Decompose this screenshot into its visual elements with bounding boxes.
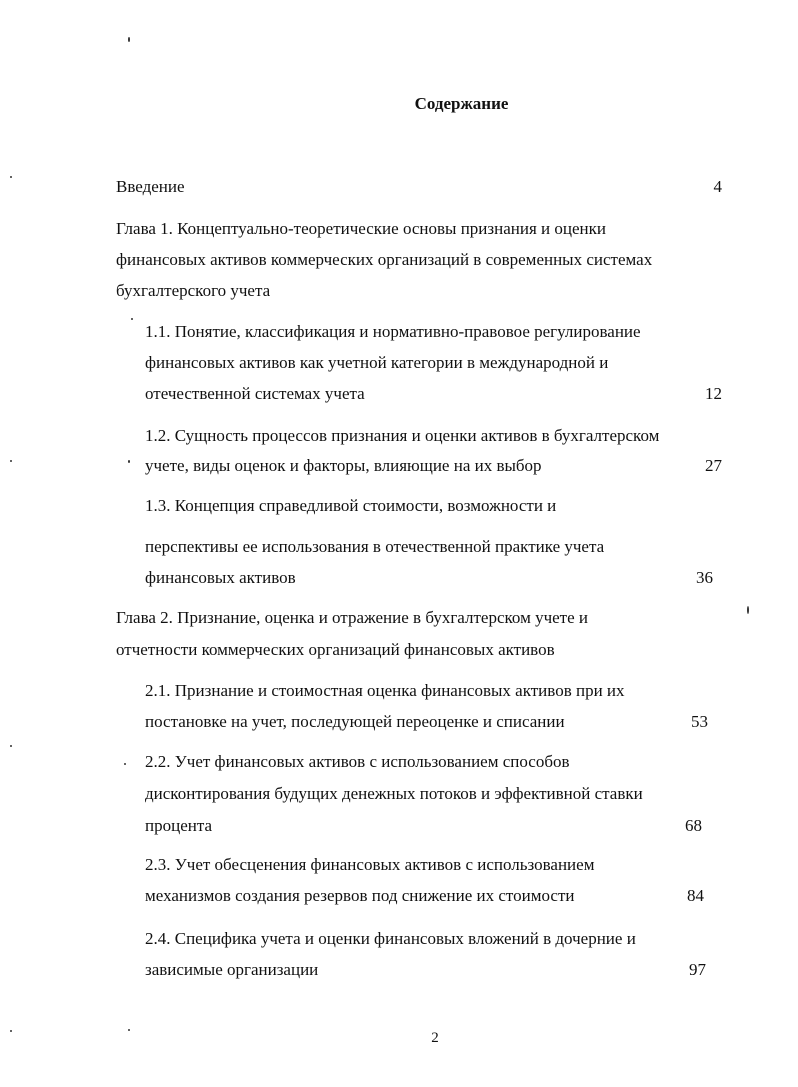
toc-s1-1-line-2: финансовых активов как учетной категории в международной и xyxy=(145,353,609,372)
toc-s1-3-page: 36 xyxy=(696,568,713,587)
toc-ch1-line-3: бухгалтерского учета xyxy=(116,281,271,300)
toc-s2-2-page: 68 xyxy=(685,816,702,835)
scan-speck xyxy=(747,606,749,614)
toc-s1-3-line-2: перспективы ее использования в отечественной практике учета xyxy=(145,537,605,556)
toc-s1-2-page: 27 xyxy=(705,456,722,475)
toc-s1-3-line-3: финансовых активов xyxy=(145,568,296,587)
toc-s1-3-line-1: 1.3. Концепция справедливой стоимости, возможности и xyxy=(145,496,557,515)
toc-s2-2-line-1: 2.2. Учет финансовых активов с использованием способов xyxy=(145,752,570,771)
scan-speck xyxy=(10,176,12,178)
toc-intro-line: Введение xyxy=(116,177,185,196)
toc-s2-4-line-2: зависимые организации xyxy=(145,960,319,979)
toc-s2-4-line-1: 2.4. Специфика учета и оценки финансовых вложений в дочерние и xyxy=(145,929,636,948)
toc-ch1-line-2: финансовых активов коммерческих организаций в современных системах xyxy=(116,250,653,269)
scan-speck xyxy=(128,1029,130,1031)
toc-s2-1-line-2: постановке на учет, последующей переоценке и списании xyxy=(145,712,565,731)
toc-ch2-line-1: Глава 2. Признание, оценка и отражение в бухгалтерском учете и xyxy=(116,608,588,627)
toc-s2-2-line-3: процента xyxy=(145,816,213,835)
toc-ch2-line-2: отчетности коммерческих организаций финансовых активов xyxy=(116,640,555,659)
toc-s1-1-line-1: 1.1. Понятие, классификация и нормативно-правовое регулирование xyxy=(145,322,641,341)
toc-s2-3-line-1: 2.3. Учет обесценения финансовых активов с использованием xyxy=(145,855,595,874)
toc-intro-page: 4 xyxy=(713,177,722,196)
scan-speck xyxy=(131,318,133,320)
scan-speck xyxy=(10,745,12,747)
toc-s2-4-page: 97 xyxy=(689,960,706,979)
toc-s2-3-page: 84 xyxy=(687,886,704,905)
page-number: 2 xyxy=(431,1030,439,1046)
scan-speck xyxy=(10,1030,12,1032)
scan-speck xyxy=(128,37,130,42)
toc-s2-2-line-2: дисконтирования будущих денежных потоков и эффективной ставки xyxy=(145,784,643,803)
toc-s1-2-line-2: учете, виды оценок и факторы, влияющие на их выбор xyxy=(145,456,542,475)
toc-s2-1-page: 53 xyxy=(691,712,708,731)
toc-s1-1-line-3: отечественной системах учета xyxy=(145,384,365,403)
scan-speck xyxy=(10,460,12,462)
toc-s2-1-line-1: 2.1. Признание и стоимостная оценка финансовых активов при их xyxy=(145,681,625,700)
toc-s1-2-line-1: 1.2. Сущность процессов признания и оценки активов в бухгалтерском xyxy=(145,426,660,445)
toc-s2-3-line-2: механизмов создания резервов под снижение их стоимости xyxy=(145,886,575,905)
scan-speck xyxy=(124,763,126,765)
page-title: Содержание xyxy=(414,94,509,113)
toc-s1-1-page: 12 xyxy=(705,384,722,403)
toc-ch1-line-1: Глава 1. Концептуально-теоретические основы признания и оценки xyxy=(116,219,606,238)
scan-speck xyxy=(128,460,130,463)
